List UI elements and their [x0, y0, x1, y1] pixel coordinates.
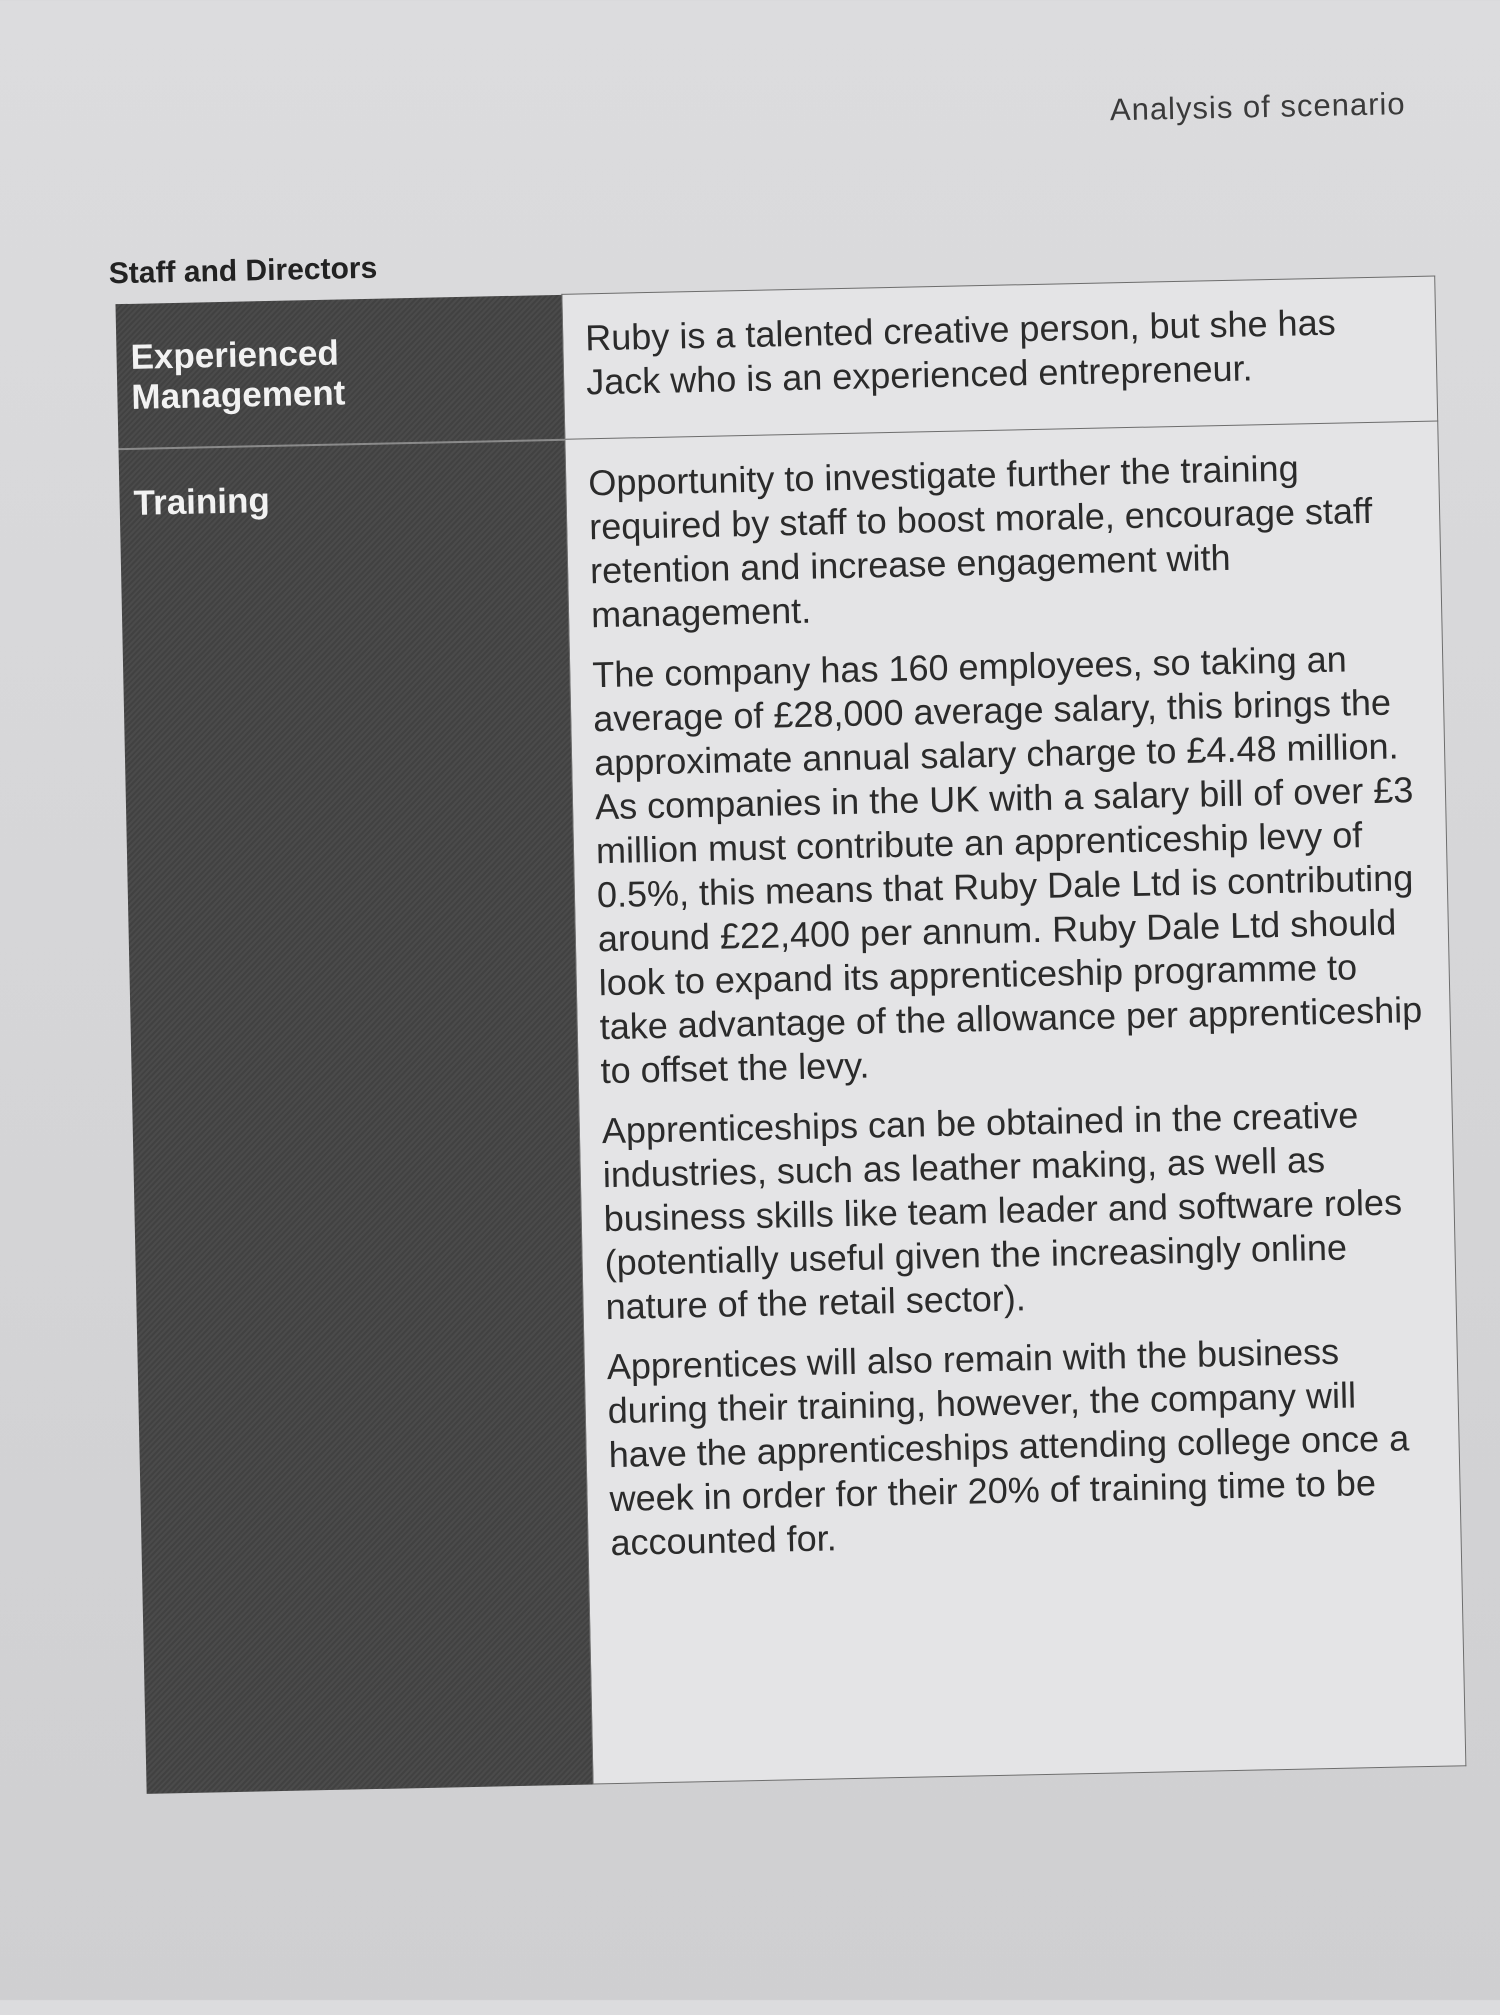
running-head: Analysis of scenario	[1109, 86, 1406, 128]
paragraph: Opportunity to investigate further the training required by staff to boost morale, encourage staff retention and increase engagement with management.	[587, 447, 1373, 636]
paragraph: Ruby is a talented creative person, but she has Jack who is an experienced entrepreneur.	[584, 301, 1337, 403]
paragraph: Apprentices will also remain with the business during their training, however, the company will have the apprenticeships attending college once a week in order for their 20% of training time to be accounted for.	[606, 1330, 1410, 1564]
row-content-cell	[565, 421, 1466, 1784]
row-label: Management	[131, 372, 346, 417]
table-row	[115, 276, 1437, 449]
table-row	[119, 421, 1466, 1793]
section-title: Staff and Directors	[108, 251, 378, 291]
paragraph: The company has 160 employees, so taking an average of £28,000 average salary, this brings the approximate annual salary charge to £4.48 million. As companies in the UK with a salary bill of over £3 million must contribute an apprenticeship levy of 0.5%, this means that Ruby Dale Ltd is contributing around £22,400 per annum. Ruby Dale Ltd should look to expand its apprenticeship programme to take advantage of the allowance per apprenticeship to offset the levy.	[591, 638, 1423, 1092]
row-label-cell	[115, 294, 564, 448]
staff-directors-table	[115, 276, 1466, 1794]
row-label-cell	[119, 439, 594, 1793]
row-content-cell	[562, 276, 1438, 439]
row-label: Training	[133, 480, 271, 523]
paragraph: Apprenticeships can be obtained in the creative industries, such as leather making, as well as business skills like team leader and software roles (potentially useful given the increasingly online nature of the retail sector).	[601, 1094, 1403, 1328]
row-label: Experienced	[130, 333, 340, 377]
